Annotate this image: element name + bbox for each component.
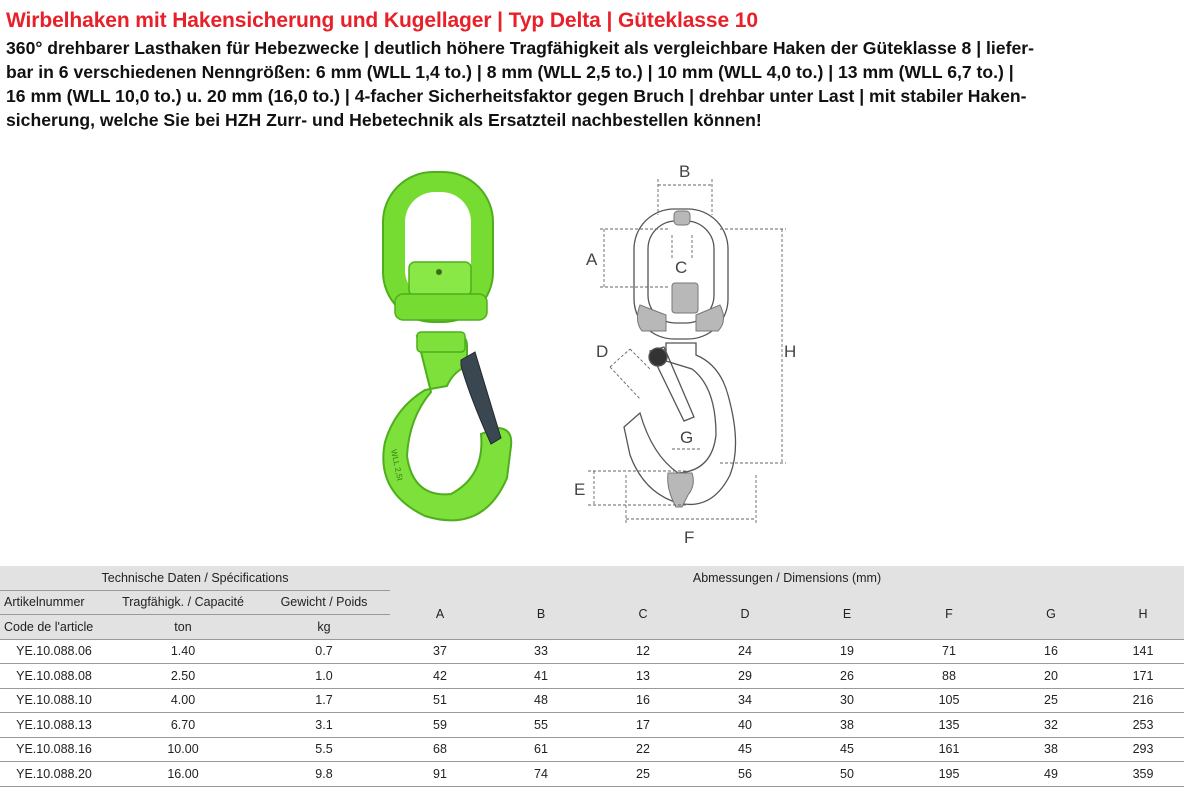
cell-h: 359 bbox=[1102, 762, 1184, 787]
cell-f: 88 bbox=[898, 664, 1000, 689]
cell-h: 293 bbox=[1102, 737, 1184, 762]
cell-h: 171 bbox=[1102, 664, 1184, 689]
table-row bbox=[0, 688, 1184, 713]
label-d: D bbox=[596, 342, 609, 361]
cell-a: 42 bbox=[390, 664, 490, 689]
cell-b: 55 bbox=[490, 713, 592, 738]
table-row bbox=[0, 639, 1184, 664]
cell-d: 34 bbox=[694, 688, 796, 713]
cell-capacity: 1.40 bbox=[108, 639, 258, 664]
header-article: Artikelnummer bbox=[0, 590, 108, 615]
cell-b: 41 bbox=[490, 664, 592, 689]
cell-code: YE.10.088.06 bbox=[0, 639, 108, 664]
cell-b: 48 bbox=[490, 688, 592, 713]
cell-d: 24 bbox=[694, 639, 796, 664]
cell-weight: 1.7 bbox=[258, 688, 390, 713]
cell-g: 16 bbox=[1000, 639, 1102, 664]
description-line: 360° drehbarer Lasthaken für Hebezwecke | deutlich höhere Tragfähigkeit als vergleichbare Haken der Güteklasse 8 | liefer- bbox=[6, 38, 1034, 58]
cell-a: 91 bbox=[390, 762, 490, 787]
cell-weight: 3.1 bbox=[258, 713, 390, 738]
header-dim-g: G bbox=[1000, 590, 1102, 639]
header-dim-h: H bbox=[1102, 590, 1184, 639]
cell-b: 61 bbox=[490, 737, 592, 762]
cell-capacity: 10.00 bbox=[108, 737, 258, 762]
table-row bbox=[0, 762, 1184, 787]
cell-weight: 9.8 bbox=[258, 762, 390, 787]
label-h: H bbox=[784, 342, 797, 361]
cell-e: 38 bbox=[796, 713, 898, 738]
unit-article: Code de l'article bbox=[0, 615, 108, 640]
technical-drawing bbox=[570, 155, 810, 555]
description-line: 16 mm (WLL 10,0 to.) u. 20 mm (16,0 to.) | 4-facher Sicherheitsfaktor gegen Bruch | drehbar unter Last | mit stabiler Haken- bbox=[6, 86, 1027, 106]
label-b: B bbox=[679, 162, 691, 181]
cell-f: 135 bbox=[898, 713, 1000, 738]
cell-weight: 1.0 bbox=[258, 664, 390, 689]
cell-a: 59 bbox=[390, 713, 490, 738]
cell-c: 13 bbox=[592, 664, 694, 689]
cell-c: 25 bbox=[592, 762, 694, 787]
cell-h: 253 bbox=[1102, 713, 1184, 738]
label-e: E bbox=[574, 480, 586, 499]
cell-d: 56 bbox=[694, 762, 796, 787]
cell-f: 161 bbox=[898, 737, 1000, 762]
cell-code: YE.10.088.20 bbox=[0, 762, 108, 787]
group-header-dimensions: Abmessungen / Dimensions (mm) bbox=[390, 566, 1184, 590]
header-dim-a: A bbox=[390, 590, 490, 639]
hook-marking: WLL 2,5t bbox=[389, 448, 405, 482]
cell-a: 51 bbox=[390, 688, 490, 713]
description-line: sicherung, welche Sie bei HZH Zurr- und Hebetechnik als Ersatzteil nachbestellen können! bbox=[6, 110, 762, 130]
cell-a: 37 bbox=[390, 639, 490, 664]
cell-g: 49 bbox=[1000, 762, 1102, 787]
cell-capacity: 16.00 bbox=[108, 762, 258, 787]
table-row bbox=[0, 737, 1184, 762]
cell-g: 20 bbox=[1000, 664, 1102, 689]
cell-b: 33 bbox=[490, 639, 592, 664]
header-dim-b: B bbox=[490, 590, 592, 639]
header-dim-d: D bbox=[694, 590, 796, 639]
unit-capacity: ton bbox=[108, 615, 258, 640]
cell-g: 38 bbox=[1000, 737, 1102, 762]
header-weight: Gewicht / Poids bbox=[258, 590, 390, 615]
cell-c: 17 bbox=[592, 713, 694, 738]
header-capacity: Tragfähigk. / Capacité bbox=[108, 590, 258, 615]
cell-a: 68 bbox=[390, 737, 490, 762]
cell-f: 105 bbox=[898, 688, 1000, 713]
cell-capacity: 2.50 bbox=[108, 664, 258, 689]
label-g: G bbox=[680, 428, 694, 447]
cell-c: 16 bbox=[592, 688, 694, 713]
description-line: bar in 6 verschiedenen Nenngrößen: 6 mm (WLL 1,4 to.) | 8 mm (WLL 2,5 to.) | 10 mm (WLL 4,0 to.) | 13 mm (WLL 6,7 to.) | bbox=[6, 62, 1014, 82]
label-f: F bbox=[684, 528, 695, 547]
cell-code: YE.10.088.08 bbox=[0, 664, 108, 689]
cell-f: 71 bbox=[898, 639, 1000, 664]
cell-d: 45 bbox=[694, 737, 796, 762]
cell-code: YE.10.088.10 bbox=[0, 688, 108, 713]
header-dim-e: E bbox=[796, 590, 898, 639]
cell-e: 19 bbox=[796, 639, 898, 664]
cell-e: 26 bbox=[796, 664, 898, 689]
cell-capacity: 6.70 bbox=[108, 713, 258, 738]
cell-weight: 0.7 bbox=[258, 639, 390, 664]
unit-weight: kg bbox=[258, 615, 390, 640]
header-dim-c: C bbox=[592, 590, 694, 639]
cell-e: 50 bbox=[796, 762, 898, 787]
safety-latch bbox=[461, 352, 501, 444]
cell-code: YE.10.088.13 bbox=[0, 713, 108, 738]
page-title: Wirbelhaken mit Hakensicherung und Kugellager | Typ Delta | Güteklasse 10 bbox=[6, 9, 758, 32]
cell-h: 141 bbox=[1102, 639, 1184, 664]
hook-outline bbox=[624, 209, 736, 504]
group-header-technical: Technische Daten / Spécifications bbox=[0, 566, 390, 590]
cell-weight: 5.5 bbox=[258, 737, 390, 762]
label-a: A bbox=[586, 250, 598, 269]
cell-b: 74 bbox=[490, 762, 592, 787]
cell-d: 40 bbox=[694, 713, 796, 738]
header-dim-f: F bbox=[898, 590, 1000, 639]
product-description bbox=[6, 36, 1182, 132]
cell-e: 45 bbox=[796, 737, 898, 762]
cell-e: 30 bbox=[796, 688, 898, 713]
cell-c: 12 bbox=[592, 639, 694, 664]
cell-c: 22 bbox=[592, 737, 694, 762]
swivel-hook-photo bbox=[355, 160, 525, 535]
cell-h: 216 bbox=[1102, 688, 1184, 713]
table-row bbox=[0, 664, 1184, 689]
cell-d: 29 bbox=[694, 664, 796, 689]
specifications-table bbox=[0, 566, 1184, 787]
cell-f: 195 bbox=[898, 762, 1000, 787]
table-row bbox=[0, 713, 1184, 738]
cell-code: YE.10.088.16 bbox=[0, 737, 108, 762]
label-c: C bbox=[675, 258, 688, 277]
cell-g: 25 bbox=[1000, 688, 1102, 713]
cell-capacity: 4.00 bbox=[108, 688, 258, 713]
cell-g: 32 bbox=[1000, 713, 1102, 738]
